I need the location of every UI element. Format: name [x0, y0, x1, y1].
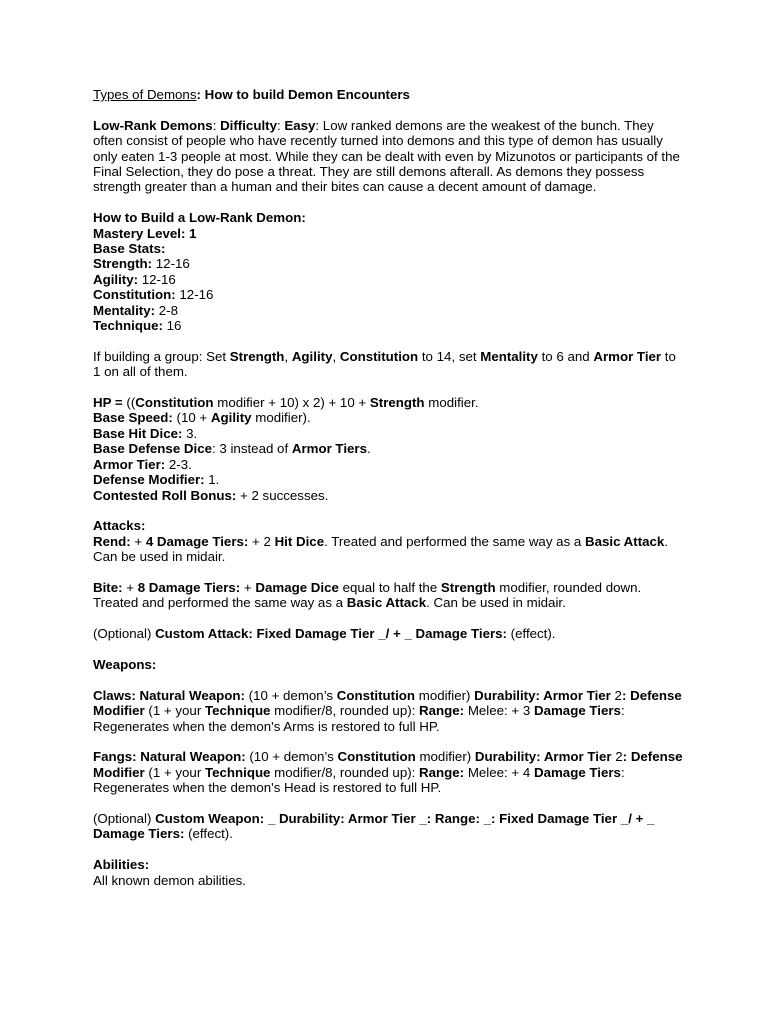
- text-run: . Treated and performed the same way as a: [324, 533, 585, 549]
- bold-text-run: Technique: [204, 764, 271, 780]
- text-run: (10 + demon’s: [244, 687, 337, 703]
- text-run: (effect).: [184, 826, 233, 842]
- text-run: 16: [162, 318, 182, 334]
- text-run: (Optional): [93, 626, 156, 642]
- bold-text-run: Agility: [291, 348, 333, 364]
- bold-text-run: Mastery Level: 1: [93, 225, 197, 241]
- text-run: +: [130, 533, 146, 549]
- bold-text-run: Strength: [369, 395, 425, 411]
- text-run: 2: [610, 687, 622, 703]
- bold-text-run: Technique: [204, 703, 271, 719]
- bold-text-run: Base Stats:: [93, 241, 166, 257]
- bold-text-run: Agility: [210, 410, 252, 426]
- text-run: . Can be used in midair.: [426, 595, 566, 611]
- bold-text-run: Constitution: [135, 395, 214, 411]
- text-run: (1 + your: [144, 764, 205, 780]
- text-run: All known demon abilities.: [93, 872, 246, 888]
- text-run: : Regenerates when the demon's Head is restored to full HP.: [93, 764, 625, 796]
- paragraph-attack-bite: [93, 580, 683, 611]
- text-run: modifier.: [424, 395, 479, 411]
- text-run: to 6 and: [537, 348, 594, 364]
- text-run: modifier + 10) x 2) + 10 +: [213, 395, 370, 411]
- bold-text-run: Technique:: [93, 318, 163, 334]
- text-run: 1.: [204, 472, 220, 488]
- bold-text-run: Easy: [284, 117, 316, 133]
- bold-text-run: Strength: [229, 348, 285, 364]
- paragraph-weapon-claws: [93, 688, 683, 734]
- text-run: ,: [332, 348, 340, 364]
- bold-text-run: Weapons:: [93, 656, 157, 672]
- text-run: + 2 successes.: [236, 487, 329, 503]
- bold-text-run: Constitution: [336, 687, 416, 703]
- text-run: . Can be used in midair.: [93, 533, 669, 565]
- paragraph-abilities: [93, 857, 683, 888]
- text-run: to 1 on all of them.: [93, 348, 676, 380]
- title-underlined: Types of Demons: [93, 87, 197, 102]
- bold-text-run: Custom Attack: Fixed Damage Tier _/ + _ Damage Tiers:: [155, 626, 507, 642]
- bold-text-run: 4 Damage Tiers:: [145, 533, 249, 549]
- bold-text-run: Range:: [419, 703, 465, 719]
- text-run: modifier/8, rounded up):: [270, 703, 420, 719]
- text-run: Melee: + 4: [464, 764, 534, 780]
- bold-text-run: Strength:: [93, 256, 153, 272]
- paragraph-intro: [93, 118, 683, 195]
- bold-text-run: Damage Tiers: [533, 764, 621, 780]
- text-run: Melee: + 3: [464, 703, 534, 719]
- bold-text-run: Difficulty: [220, 117, 277, 133]
- bold-text-run: Contested Roll Bonus:: [93, 487, 237, 503]
- paragraph-custom-attack: [93, 626, 683, 641]
- paragraph-attacks-rend: [93, 518, 683, 564]
- bold-text-run: Fangs: Natural Weapon:: [93, 749, 246, 765]
- bold-text-run: Attacks:: [93, 518, 146, 534]
- text-run: modifier/8, rounded up):: [270, 764, 420, 780]
- bold-text-run: :: [622, 749, 628, 765]
- title-rest: : How to build Demon Encounters: [196, 87, 410, 102]
- bold-text-run: Defense Modifier: [93, 749, 683, 780]
- bold-text-run: Constitution: [337, 749, 416, 765]
- bold-text-run: Durability: Armor Tier: [474, 687, 611, 703]
- text-run: (1 + your: [144, 703, 205, 719]
- text-run: equal to half the: [338, 579, 441, 595]
- bold-text-run: Base Hit Dice:: [93, 425, 183, 441]
- bold-text-run: Mentality:: [93, 302, 156, 318]
- text-run: 12-16: [138, 271, 176, 287]
- bold-text-run: 8 Damage Tiers:: [137, 579, 241, 595]
- bold-text-run: Durability: Armor Tier: [474, 749, 612, 765]
- bold-text-run: Damage Tiers: [533, 703, 621, 719]
- bold-text-run: Armor Tier:: [93, 456, 166, 472]
- text-run: ((: [122, 395, 136, 411]
- bold-text-run: Bite:: [93, 579, 123, 595]
- bold-text-run: Range:: [419, 764, 465, 780]
- bold-text-run: :: [621, 687, 627, 703]
- text-run: : Regenerates when the demon's Arms is restored to full HP.: [93, 703, 625, 734]
- text-run: 2: [611, 749, 623, 765]
- text-run: .: [366, 441, 371, 457]
- paragraph-weapons-heading: [93, 657, 683, 672]
- bold-text-run: Defense Modifier:: [93, 472, 205, 488]
- bold-text-run: Constitution:: [93, 287, 176, 303]
- text-run: 2-3.: [165, 456, 192, 472]
- bold-text-run: Constitution: [339, 348, 419, 364]
- text-run: modifier).: [251, 410, 311, 426]
- text-run: If building a group: Set: [93, 348, 230, 364]
- bold-text-run: Custom Weapon: _ Durability: Armor Tier _: Range: _: Fixed Damage Tier _/ + _ Damage Tiers:: [93, 810, 655, 842]
- paragraph-derived-stats: [93, 395, 683, 503]
- bold-text-run: Base Defense Dice: [93, 441, 212, 457]
- bold-text-run: HP =: [93, 395, 123, 411]
- text-run: +: [240, 579, 256, 595]
- bold-text-run: Damage Dice: [255, 579, 339, 595]
- text-run: modifier): [415, 749, 475, 765]
- text-run: : 3 instead of: [212, 441, 292, 457]
- text-run: modifier, rounded down. Treated and performed the same way as a: [93, 579, 642, 611]
- bold-text-run: Abilities:: [93, 857, 150, 873]
- text-run: modifier): [415, 687, 475, 703]
- text-run: :: [276, 117, 285, 133]
- paragraph-custom-weapon: [93, 811, 683, 842]
- bold-text-run: Hit Dice: [274, 533, 325, 549]
- document-title: [93, 87, 683, 102]
- text-run: ,: [284, 348, 292, 364]
- document-body: [93, 87, 683, 903]
- bold-text-run: Mentality: [480, 348, 538, 364]
- bold-text-run: Basic Attack: [346, 595, 427, 611]
- bold-text-run: Strength: [440, 579, 496, 595]
- text-run: : Low ranked demons are the weakest of the bunch. They often consist of people who have recently turned into demons and this type of demon has usually only eaten 1-3 people at most. While they can be dealt with even by Mizunotos or participants of the Final Selection, they do pose a threat. They are still demons afterall. As demons they possess strength greater than a human and their bites can cause a decent amount of damage.: [93, 117, 680, 195]
- bold-text-run: How to Build a Low-Rank Demon:: [93, 210, 306, 226]
- paragraph-group-note: [93, 349, 683, 380]
- text-run: +: [122, 579, 138, 595]
- text-run: 3.: [182, 425, 198, 441]
- text-run: 12-16: [175, 287, 214, 303]
- text-run: (effect).: [506, 626, 556, 642]
- text-run: (10 + demon’s: [245, 749, 338, 765]
- text-run: 12-16: [152, 256, 190, 272]
- bold-text-run: Low-Rank Demons: [93, 117, 213, 133]
- text-run: + 2: [248, 533, 275, 549]
- bold-text-run: Base Speed:: [93, 410, 173, 426]
- text-run: 2-8: [155, 302, 178, 318]
- paragraph-weapon-fangs: [93, 749, 683, 795]
- bold-text-run: Armor Tiers: [291, 441, 367, 457]
- bold-text-run: Armor Tier: [593, 348, 662, 364]
- bold-text-run: Basic Attack: [585, 533, 665, 549]
- bold-text-run: Claws: Natural Weapon:: [93, 687, 245, 703]
- text-run: (Optional): [93, 810, 156, 826]
- text-run: :: [212, 117, 221, 133]
- paragraph-build-stats: [93, 210, 683, 333]
- text-run: (10 +: [172, 410, 211, 426]
- text-run: to 14, set: [418, 348, 481, 364]
- bold-text-run: Agility:: [93, 271, 139, 287]
- bold-text-run: Rend:: [93, 533, 131, 549]
- bold-text-run: Defense Modifier: [93, 687, 682, 719]
